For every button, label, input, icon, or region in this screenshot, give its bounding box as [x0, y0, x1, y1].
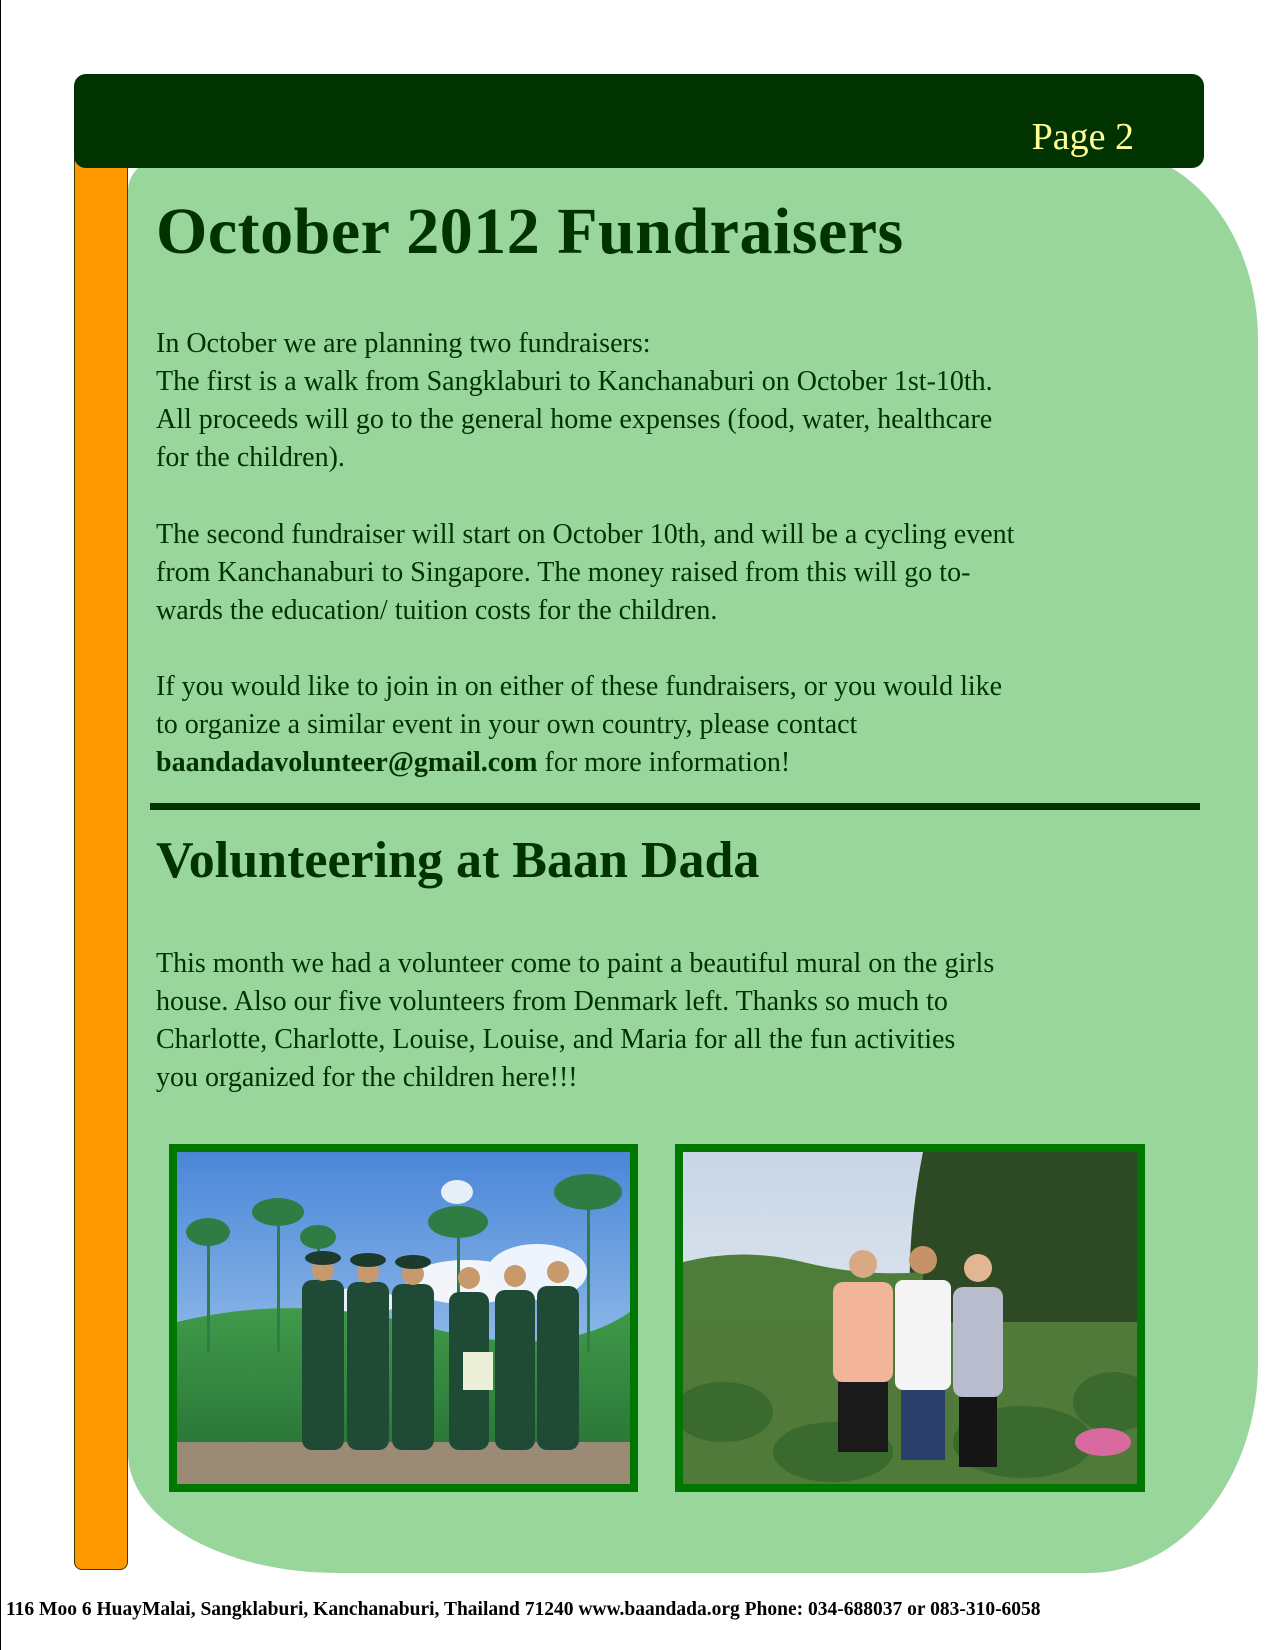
- header-band: [74, 74, 1204, 168]
- page-edge-rule: [0, 0, 1, 1650]
- fundraisers-paragraph-3: [156, 668, 1186, 782]
- text-line: from Kanchanaburi to Singapore. The money raised from this will go to-: [156, 557, 971, 588]
- text-line: [156, 744, 1186, 782]
- text-line: you organized for the children here!!!: [156, 1062, 578, 1093]
- text-line: If you would like to join in on either of these fundraisers, or you would like: [156, 671, 1003, 702]
- email-suffix: for more information!: [537, 747, 791, 778]
- contact-email[interactable]: baandadavolunteer@gmail.com: [156, 747, 538, 778]
- fundraisers-title: October 2012 Fundraisers: [156, 195, 904, 268]
- text-line: In October we are planning two fundraisers:: [156, 328, 651, 359]
- text-line: wards the education/ tuition costs for the children.: [156, 595, 718, 626]
- fundraisers-paragraph-1: [156, 325, 1186, 477]
- volunteering-title: Volunteering at Baan Dada: [156, 832, 760, 889]
- garden-photo-image: [683, 1152, 1137, 1484]
- volunteering-paragraph: [156, 945, 1186, 1097]
- text-line: All proceeds will go to the general home expenses (food, water, healthcare: [156, 404, 993, 435]
- text-line: The first is a walk from Sangklaburi to Kanchanaburi on October 1st-10th.: [156, 366, 993, 397]
- text-line: to organize a similar event in your own country, please contact: [156, 709, 858, 740]
- text-line: for the children).: [156, 442, 345, 473]
- text-line: The second fundraiser will start on October 10th, and will be a cycling event: [156, 519, 1015, 550]
- footer-address: 116 Moo 6 HuayMalai, Sangklaburi, Kanchanaburi, Thailand 71240 www.baandada.org Phone: 034-688037 or 083-310-6058: [6, 1599, 1041, 1620]
- section-divider: [150, 803, 1200, 810]
- page-number: Page 2: [1031, 116, 1134, 158]
- text-line: house. Also our five volunteers from Denmark left. Thanks so much to: [156, 986, 948, 1017]
- text-line: This month we had a volunteer come to paint a beautiful mural on the girls: [156, 948, 995, 979]
- photo-mural-girls: [169, 1144, 638, 1492]
- accent-side-bar: [74, 100, 128, 1570]
- photo-volunteers-garden: [675, 1144, 1145, 1492]
- mural-photo-image: [177, 1152, 630, 1484]
- fundraisers-paragraph-2: [156, 516, 1186, 630]
- text-line: Charlotte, Charlotte, Louise, Louise, and Maria for all the fun activities: [156, 1024, 956, 1055]
